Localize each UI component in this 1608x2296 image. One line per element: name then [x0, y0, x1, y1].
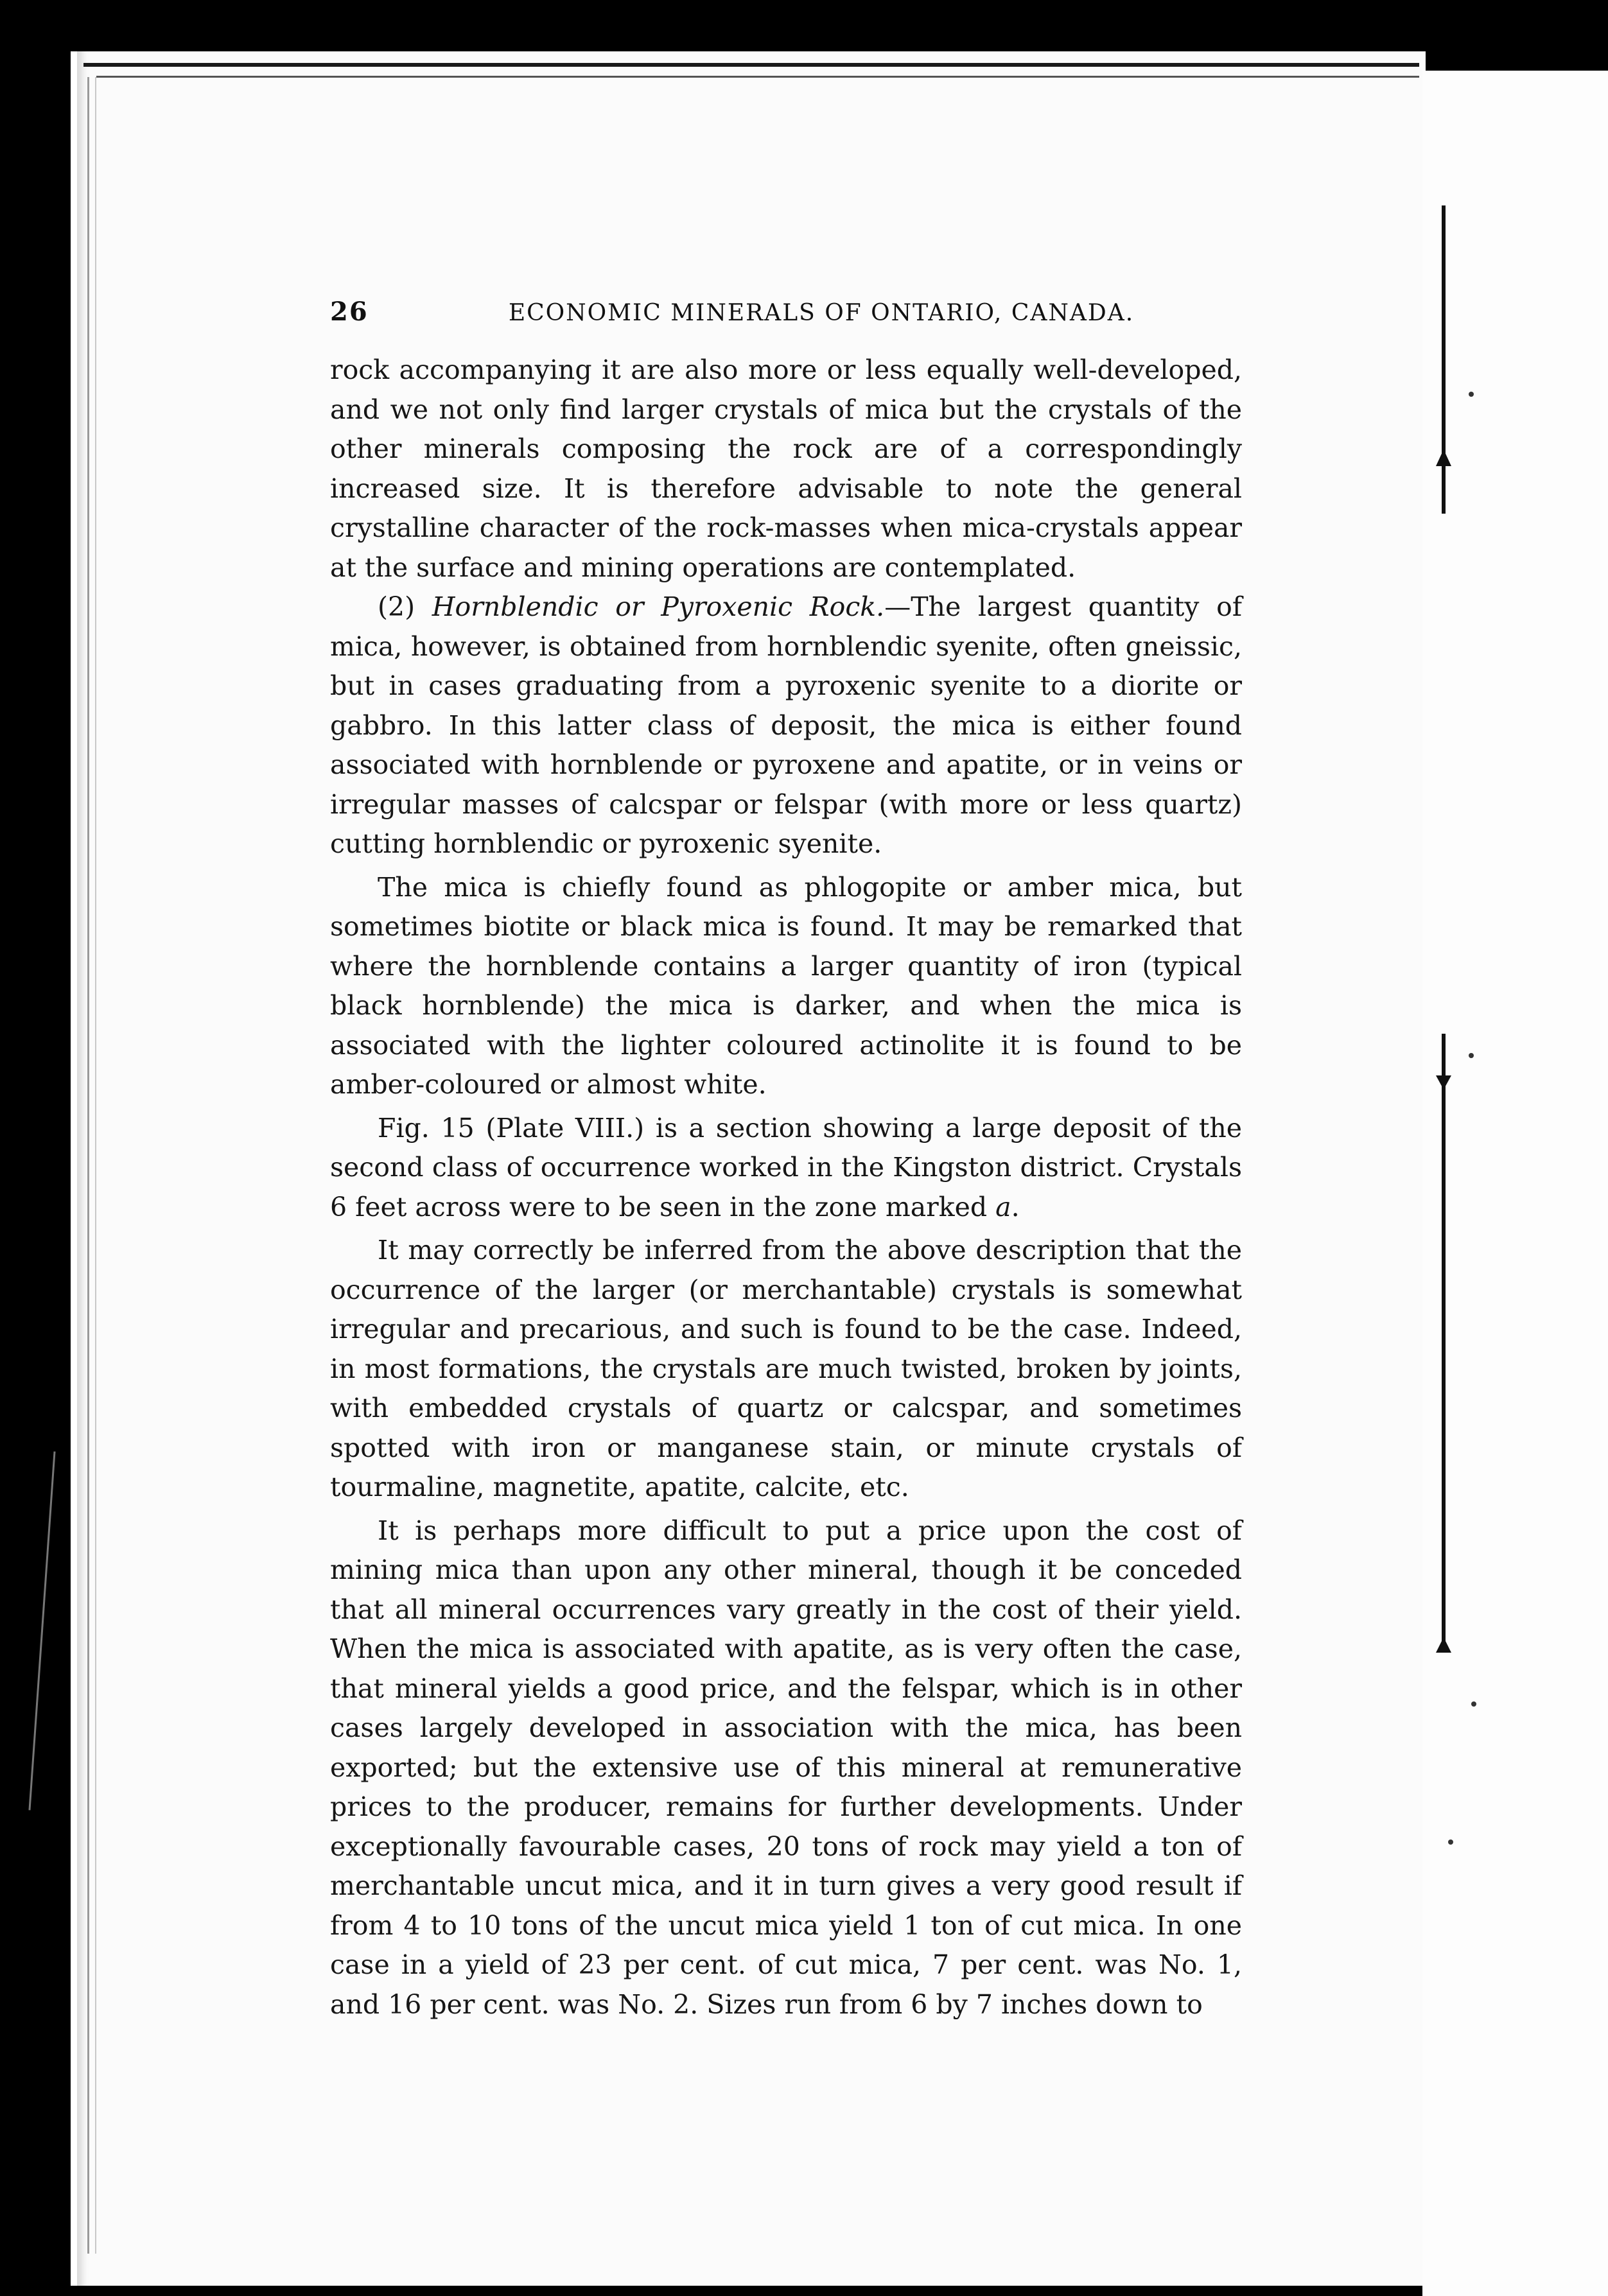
page-number: 26	[330, 297, 369, 327]
scan-mark	[28, 1452, 55, 1811]
page-top-edge	[83, 63, 1419, 67]
running-head-title: ECONOMIC MINERALS OF ONTARIO, CANADA.	[508, 300, 1135, 326]
facing-page-mark	[1436, 449, 1451, 466]
paragraph-text: Fig. 15 (Plate VIII.) is a section showing a large deposit of the second class of occurrence worked in the Kingston district. Crystals 6 feet across were to be seen in the zone marked	[330, 1112, 1242, 1222]
facing-page-dot	[1469, 392, 1474, 397]
facing-page-mark	[1436, 1637, 1451, 1653]
paragraph	[330, 1231, 1242, 1508]
facing-page-dot	[1448, 1839, 1453, 1845]
paragraph-text: It may correctly be inferred from the above description that the occurrence of the larger (or merchantable) crystals is somewhat irregular and precarious, and such is found to be the case. Indeed, in most formations, the crystals are much twisted, broken by joints, with embedded crystals of quartz or calcspar, and sometimes spotted with iron or manganese stain, or minute crystals of tourmaline, magnetite, apatite, calcite, etc.	[330, 1235, 1242, 1502]
paragraph-text: It is perhaps more difficult to put a price upon the cost of mining mica than upon any other mineral, though it be conceded that all mineral occurrences vary greatly in the cost of their yield. When the mica is associated with apatite, as is very often the case, that mineral yields a good price, and the felspar, which is in other cases largely developed in association with the mica, has been exported; but the extensive use of this mineral at remunerative prices to the producer, remains for further developments. Under exceptionally favourable cases, 20 tons of rock may yield a ton of merchantable uncut mica, and it in turn gives a very good result if from 4 to 10 tons of the uncut mica yield 1 ton of cut mica. In one case in a yield of 23 per cent. of cut mica, 7 per cent. was No. 1, and 16 per cent. was No. 2. Sizes run from 6 by 7 inches down to	[330, 1515, 1242, 2020]
running-header	[330, 297, 1242, 327]
facing-page-mark	[1436, 1075, 1451, 1090]
paragraph-text: —The largest quantity of mica, however, is obtained from hornblendic syenite, often gneissic, but in cases graduating from a pyroxenic syenite to a diorite or gabbro. In this latter class of deposit, the mica is either found associated with hornblende or pyroxene and apatite, or in veins or irregular masses of calcspar or felspar (with more or less quartz) cutting hornblendic or pyroxenic syenite.	[330, 591, 1243, 859]
paragraph-text: The mica is chiefly found as phlogopite or amber mica, but sometimes biotite or black mica is found. It may be remarked that where the hornblende contains a larger quantity of iron (typical black hornblende) the mica is darker, and when the mica is associated with the lighter coloured actinolite it is found to be amber-coloured or almost white.	[330, 871, 1242, 1100]
page-top-edge-inner	[96, 76, 1419, 78]
paragraph	[330, 1109, 1242, 1228]
facing-page-rule	[1442, 1034, 1446, 1650]
facing-page-rule	[1442, 205, 1446, 514]
paragraph	[330, 1511, 1242, 2025]
paragraph-suffix: .	[1011, 1191, 1020, 1222]
page-gutter-line-inner	[95, 77, 96, 2254]
facing-page-dot	[1469, 1053, 1474, 1058]
zone-label-italic: a	[995, 1191, 1011, 1222]
paragraph	[330, 868, 1242, 1105]
page-body	[330, 351, 1242, 2024]
paragraph	[330, 351, 1242, 587]
facing-page-dot	[1471, 1701, 1476, 1707]
paragraph	[330, 587, 1242, 864]
page-gutter-line	[87, 77, 89, 2254]
paragraph-text: rock accompanying it are also more or less equally well-developed, and we not only find larger crystals of mica but the crystals of the other minerals composing the rock are of a correspondingly increased size. It is therefore advisable to note the general crystalline character of the rock-masses when mica-crystals appear at the surface and mining operations are contemplated.	[330, 354, 1242, 583]
paragraph-prefix: (2)	[378, 591, 432, 622]
facing-page-edge	[1422, 71, 1608, 2296]
section-heading-italic: Hornblendic or Pyroxenic Rock.	[432, 591, 885, 622]
